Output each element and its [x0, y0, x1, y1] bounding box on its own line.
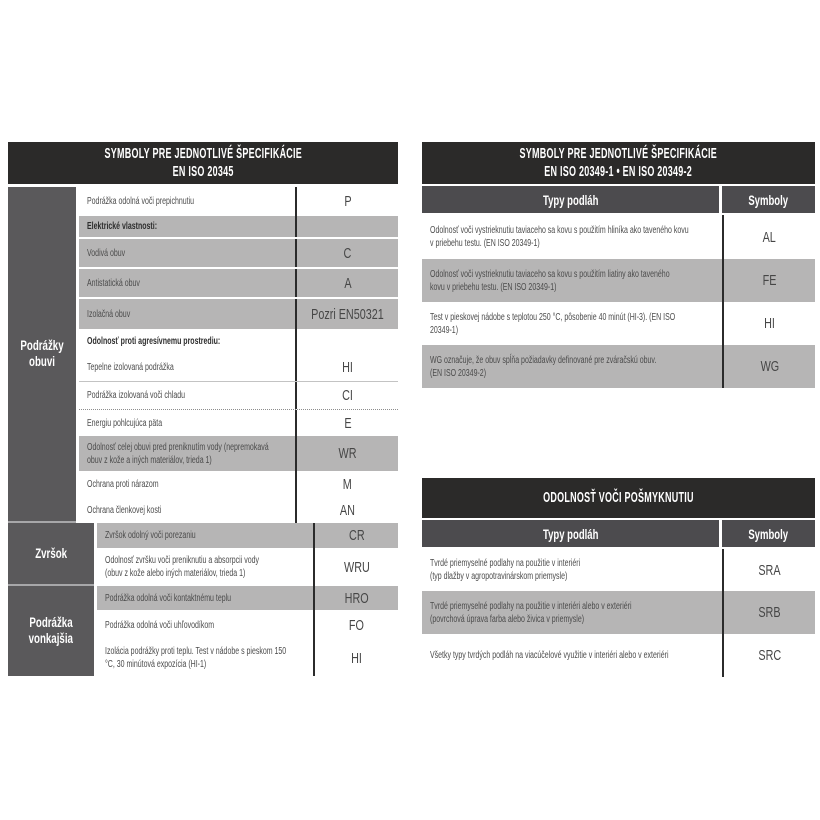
row-symbol: FE — [722, 259, 815, 302]
row-symbol: WRU — [313, 548, 398, 586]
table-title-line2: EN ISO 20349-1 • EN ISO 20349-2 — [544, 164, 693, 180]
row-description: Všetky typy tvrdých podláh na viacúčelové využitie v interiéri alebo v exteriéri — [430, 650, 669, 661]
row-symbol — [295, 329, 398, 353]
row-symbol: HI — [722, 302, 815, 345]
row-symbol: C — [295, 239, 398, 267]
row-description: Test v pieskovej nádobe s teplotou 250 °C, pôsobenie 40 minút (HI-3). (EN ISO 20349-1) — [430, 311, 676, 336]
table-row — [97, 548, 398, 586]
group-rows — [79, 187, 398, 523]
column-headers — [422, 186, 815, 213]
table-row — [79, 269, 398, 299]
group-cell — [8, 586, 94, 676]
table-row — [79, 187, 398, 216]
column-headers — [422, 520, 815, 547]
row-symbol: SRA — [722, 549, 815, 591]
row-description: Odolnosť voči vystrieknutiu taviaceho sa kovu s použitím liatiny ako taveného kovu v priebehu testu. (EN ISO 20349-1) — [430, 268, 670, 293]
row-description: Podrážka izolovaná voči chladu — [87, 390, 186, 401]
table-header — [422, 478, 815, 518]
group-upper — [8, 523, 398, 586]
row-description: Tvrdé priemyselné podlahy na použitie v interiéri (typ dlažby v agropotravinárskom priemysle) — [430, 558, 581, 582]
row-description: Tepelne izolovaná podrážka — [87, 361, 174, 373]
row-symbol: WG — [722, 345, 815, 388]
group-rows — [97, 523, 398, 586]
row-symbol: AN — [295, 498, 398, 523]
row-symbol: HRO — [313, 586, 398, 610]
table-row — [97, 610, 398, 640]
table-row — [97, 640, 398, 676]
table-row — [422, 345, 815, 388]
table-row — [422, 634, 815, 677]
table-row — [422, 259, 815, 302]
row-description: Ochrana proti nárazom — [87, 479, 159, 490]
table-row — [79, 382, 398, 410]
row-symbol: AL — [722, 215, 815, 259]
table-row — [79, 299, 398, 329]
table-title-line1: SYMBOLY PRE JEDNOTLIVÉ ŠPECIFIKÁCIE — [519, 146, 718, 162]
table-row — [422, 591, 815, 634]
table-row — [79, 410, 398, 436]
row-description: Zvršok odolný voči porezaniu — [105, 530, 196, 541]
row-description: Odolnosť proti agresívnemu prostrediu: — [87, 335, 221, 347]
table-row — [422, 215, 815, 259]
table-body — [422, 549, 815, 677]
row-description: Podrážka odolná voči kontaktnému teplu — [105, 592, 232, 604]
row-symbol: Pozri EN50321 — [295, 299, 398, 329]
row-symbol: WR — [295, 436, 398, 471]
group-label: obuvi — [29, 354, 56, 369]
row-description: Elektrické vlastnosti: — [87, 221, 158, 232]
table-row — [79, 239, 398, 269]
group-sole — [8, 187, 398, 523]
row-description: Odolnosť celej obuvi pred preniknutím vody (nepremokavá obuv z kože a iných materiálov, trieda 1) — [87, 441, 269, 466]
row-symbol — [295, 216, 398, 237]
column-header-types: Typy podláh — [422, 186, 719, 213]
row-symbol: CR — [313, 523, 398, 548]
row-description: WG označuje, že obuv spĺňa požiadavky definované pre zváračskú obuv. (EN ISO 20349-2) — [430, 354, 657, 379]
row-description: Antistatická obuv — [87, 277, 141, 289]
table-slip-resistance — [422, 478, 815, 677]
table-row — [79, 471, 398, 498]
group-label: Zvršok — [35, 545, 67, 561]
table-header — [422, 142, 815, 184]
row-symbol: M — [295, 471, 398, 498]
group-rows — [97, 586, 398, 676]
group-cell — [8, 523, 94, 586]
column-header-symbols: Symboly — [722, 186, 815, 213]
group-label: Podrážky — [20, 338, 64, 353]
table-title-line1: SYMBOLY PRE JEDNOTLIVÉ ŠPECIFIKÁCIE — [104, 146, 302, 162]
row-symbol: E — [295, 410, 398, 436]
group-label: vonkajšia — [28, 631, 74, 646]
table-row — [422, 549, 815, 591]
table-row — [79, 353, 398, 382]
row-description: Podrážka odolná voči uhľovodíkom — [105, 619, 215, 631]
row-symbol: FO — [313, 610, 398, 640]
row-description: Odolnosť voči vystrieknutiu taviaceho sa kovu s použitím hliníka ako taveného kovu v priebehu testu. (EN ISO 20349-1) — [430, 225, 689, 249]
row-description: Vodivá obuv — [87, 247, 126, 259]
row-description: Podrážka odolná voči prepichnutiu — [87, 196, 195, 207]
column-header-symbols: Symboly — [722, 520, 815, 547]
table-row — [79, 329, 398, 353]
table-row — [79, 216, 398, 239]
row-description: Izolácia podrážky proti teplu. Test v nádobe s pieskom 150 °C, 30 minútová expozícia (HI-1) — [105, 646, 287, 670]
row-symbol: HI — [313, 640, 398, 676]
table-row — [97, 523, 398, 548]
row-symbol: SRB — [722, 591, 815, 634]
table-header — [8, 142, 398, 184]
row-symbol: CI — [295, 382, 398, 409]
group-cell — [8, 187, 76, 523]
table-body — [422, 215, 815, 388]
group-outsole — [8, 586, 398, 676]
table-en-iso-20345 — [8, 142, 398, 676]
table-title: ODOLNOSŤ VOČI POŠMYKNUTIU — [543, 490, 694, 506]
table-row — [79, 436, 398, 471]
table-en-iso-20349 — [422, 142, 815, 388]
row-symbol: SRC — [722, 634, 815, 677]
row-description: Odolnosť zvršku voči preniknutiu a absorpcii vody (obuv z kože alebo iných materiálov, trieda 1) — [105, 555, 259, 579]
row-description: Tvrdé priemyselné podlahy na použitie v interiéri alebo v exteriéri (povrchová úprava farba alebo živica v priemysle) — [430, 600, 632, 625]
row-description: Ochrana členkovej kosti — [87, 505, 162, 516]
group-label: Podrážka — [29, 615, 73, 630]
row-symbol: P — [295, 187, 398, 216]
table-row — [422, 302, 815, 345]
column-header-types: Typy podláh — [422, 520, 719, 547]
table-title-line2: EN ISO 20345 — [172, 164, 234, 180]
row-description: Izolačná obuv — [87, 308, 131, 320]
row-symbol: A — [295, 269, 398, 297]
table-body — [8, 187, 398, 676]
table-row — [97, 586, 398, 610]
table-row — [79, 498, 398, 523]
row-description: Energiu pohlcujúca päta — [87, 417, 163, 429]
row-symbol: HI — [295, 353, 398, 381]
